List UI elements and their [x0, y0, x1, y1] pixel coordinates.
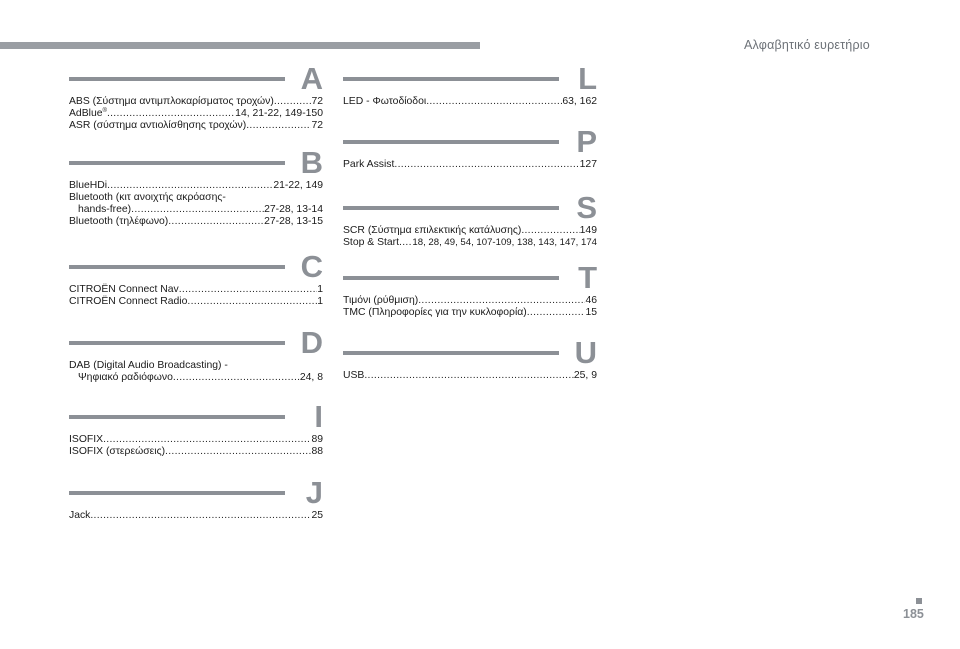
- section-header-t: [343, 260, 597, 295]
- page-title: Αλφαβητικό ευρετήριο: [744, 38, 870, 52]
- index-block-u: [343, 335, 597, 382]
- index-block-p: [343, 124, 597, 171]
- index-block-t: [343, 260, 597, 319]
- section-letter: S: [576, 190, 597, 225]
- section-header-d: [69, 325, 323, 360]
- index-entry[interactable]: Τιμόνι (ρύθμιση) ..... 46: [343, 295, 597, 307]
- index-entry[interactable]: TMC (Πληροφορίες για την κυκλοφορία) ..... 15: [343, 307, 597, 319]
- section-letter: L: [578, 61, 597, 96]
- section-letter: U: [574, 335, 597, 370]
- section-header-a: [69, 61, 323, 96]
- index-block-i: [69, 399, 323, 458]
- index-entry[interactable]: CITROËN Connect Radio ..... 1: [69, 296, 323, 308]
- section-letter: T: [578, 260, 597, 295]
- section-letter: B: [300, 145, 323, 180]
- index-block-b: [69, 145, 323, 228]
- page-number: 185: [903, 607, 924, 621]
- section-header-u: [343, 335, 597, 370]
- section-letter: D: [300, 325, 323, 360]
- index-entry[interactable]: Bluetooth (τηλέφωνο) ..... 27-28, 13-15: [69, 216, 323, 228]
- index-entry[interactable]: DAB (Digital Audio Broadcasting) -: [69, 360, 228, 371]
- section-header-c: [69, 249, 323, 284]
- index-entry[interactable]: ASR (σύστημα αντιολίσθησης τροχών) ..... 72: [69, 120, 323, 132]
- section-header-i: [69, 399, 323, 434]
- index-entry[interactable]: SCR (Σύστημα επιλεκτικής κατάλυσης) ..... 149: [343, 225, 597, 237]
- index-block-j: [69, 475, 323, 522]
- index-entry[interactable]: Park Assist ..... 127: [343, 159, 597, 171]
- index-entry-continuation[interactable]: Ψηφιακό ραδιόφωνο ..... 24, 8: [69, 372, 323, 384]
- section-letter: P: [576, 124, 597, 159]
- section-header-b: [69, 145, 323, 180]
- section-letter: I: [314, 399, 323, 434]
- index-block-d: [69, 325, 323, 384]
- index-block-s: [343, 190, 597, 249]
- section-header-p: [343, 124, 597, 159]
- index-column-left: [69, 61, 323, 132]
- index-block-c: [69, 249, 323, 308]
- section-letter: C: [300, 249, 323, 284]
- header-bar: [0, 42, 480, 49]
- index-column-right: [343, 61, 597, 108]
- index-entry[interactable]: LED - Φωτοδίοδοι ..... 63, 162: [343, 96, 597, 108]
- section-header-l: [343, 61, 597, 96]
- index-entry[interactable]: ABS (Σύστημα αντιμπλοκαρίσματος τροχών) ..... 72: [69, 96, 323, 108]
- index-entry[interactable]: ISOFIX (στερεώσεις) ..... 88: [69, 446, 323, 458]
- index-entry[interactable]: BlueHDi ..... 21-22, 149: [69, 180, 323, 192]
- section-letter: J: [305, 475, 323, 510]
- index-entry-continuation[interactable]: hands-free) ..... 27-28, 13-14: [69, 204, 323, 216]
- section-letter: A: [300, 61, 323, 96]
- index-entry[interactable]: USB ..... 25, 9: [343, 370, 597, 382]
- index-entry[interactable]: Stop & Start ..... 18, 28, 49, 54, 107-109, 138, 143, 147, 174: [343, 237, 597, 249]
- index-entry[interactable]: CITROËN Connect Nav ..... 1: [69, 284, 323, 296]
- index-entry[interactable]: Bluetooth (κιτ ανοιχτής ακρόασης-: [69, 192, 226, 203]
- page-marker-square: [916, 598, 922, 604]
- section-header-s: [343, 190, 597, 225]
- index-entry[interactable]: ISOFIX ..... 89: [69, 434, 323, 446]
- index-entry[interactable]: Jack ..... 25: [69, 510, 323, 522]
- index-entry[interactable]: AdBlue® ..... 14, 21-22, 149-150: [69, 108, 323, 120]
- section-header-j: [69, 475, 323, 510]
